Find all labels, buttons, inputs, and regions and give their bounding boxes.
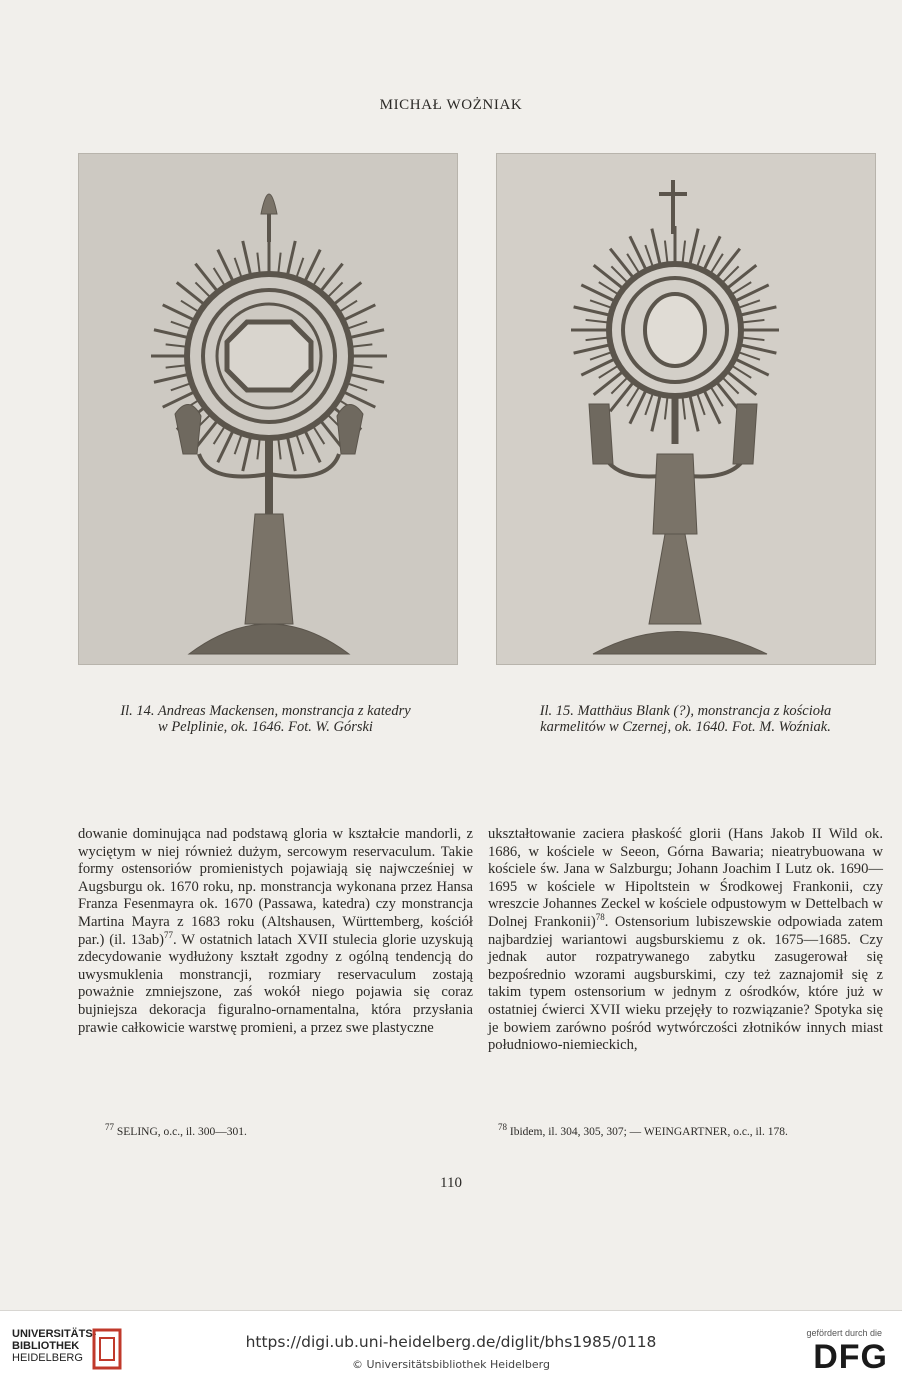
footnote-text: SELING, o.c., il. 300—301. [114, 1126, 247, 1138]
paragraph [78, 826, 473, 1037]
footnote-reference[interactable]: 78 [595, 912, 605, 923]
library-name-line: HEIDELBERG [12, 1352, 83, 1364]
monstrance-illustration-left [79, 154, 457, 664]
text-column-left [78, 826, 473, 1037]
body-text: dowanie dominująca nad podstawą gloria w kształcie mandorli, z wyciętym w niej również dużym, sercowym reservaculum. Takie formy ostensoriów promienistych pojawiają się najwcześniej w Augsburgu ok. 1670 roku, np. monstrancja wykonana przez Hansa Franza Fesenmayra ok. 1670 (Passawa, katedra) czy monstrancja Martina Mayra z 1683 roku (Altshausen, Württemberg, kościół par.) (il. 13ab) [78, 826, 473, 948]
figure-caption-il-15 [488, 703, 883, 735]
figure-il-15 [496, 153, 876, 665]
footnote-number: 77 [105, 1122, 114, 1133]
library-name-line: BIBLIOTHEK [12, 1340, 80, 1352]
text-column-right [488, 826, 883, 1055]
body-text: ukształtowanie zaciera płaskość glorii (Hans Jakob II Wild ok. 1686, w kościele w Seeon, Górna Bawaria; nieatrybuowana w kościele św. Jana w Salzburgu; Johann Joachim I Lutz ok. 1690—1695 w kościele w Hipoltstein w Środkowej Frankonii, czy wreszcie Johannes Zeckel w kościele odpustowym w Dettelbach w Dolnej Frankonii) [488, 826, 883, 930]
dfg-logo[interactable]: DFG [813, 1338, 888, 1376]
caption-line: w Pelplinie, ok. 1646. Fot. W. Górski [158, 719, 373, 735]
permalink-url[interactable]: https://digi.ub.uni-heidelberg.de/diglit/bhs1985/0118 [245, 1333, 657, 1351]
page-number: 110 [440, 1175, 462, 1191]
paragraph [488, 826, 883, 1055]
caption-line: karmelitów w Czernej, ok. 1640. Fot. M. Woźniak. [540, 719, 831, 735]
caption-line: Il. 15. Matthäus Blank (?), monstrancja z kościoła [539, 703, 832, 719]
footnote-number: 78 [498, 1122, 507, 1133]
footnote-reference[interactable]: 77 [163, 929, 173, 940]
footnote-text: Ibidem, il. 304, 305, 307; — WEINGARTNER, o.c., il. 178. [507, 1126, 788, 1138]
running-header: MICHAŁ WOŻNIAK [379, 97, 523, 113]
funder-label: gefördert durch die [806, 1328, 882, 1338]
copyright-notice: © Universitätsbibliothek Heidelberg [351, 1358, 550, 1371]
footnote-77 [105, 1124, 405, 1140]
figure-caption-il-14 [68, 703, 463, 735]
body-text: . W ostatnich latach XVII stulecia glorie uzyskują zdecydowanie wydłużony kształt zgodny z ogólną tendencją do uwysmuklenia monstrancji, rozmiary reservaculum zostają poważnie zmniejszone, zaś wokół niego pojawia się coraz bujniejsza dekoracja figuralno-ornamentalna, która przysłania prawie całkowicie warstwę promieni, a przez swe plastyczne [78, 931, 473, 1036]
monstrance-illustration-right [497, 154, 875, 664]
library-name-line: UNIVERSITÄTS- [12, 1328, 97, 1340]
caption-line: Il. 14. Andreas Mackensen, monstrancja z katedry [120, 703, 411, 719]
body-text: . Ostensorium lubiszewskie odpowiada zatem najbardziej wariantowi augsburskiemu z ok. 1675—1685. Czy jednak autor rozpatrywanego zabytku zasugerował się bezpośrednio wzorami augsburskimi, czy też zaznajomił się z takim typem ostensorium w jednym z ośrodków, które już w ostatniej ćwierci XVII wieku przejęły to rozwiązanie? Spotyka się je bowiem zarówno pośród wytwórczości złotników innych miast południowo-niemieckich, [488, 913, 883, 1054]
footnote-78 [498, 1124, 888, 1140]
figure-il-14 [78, 153, 458, 665]
